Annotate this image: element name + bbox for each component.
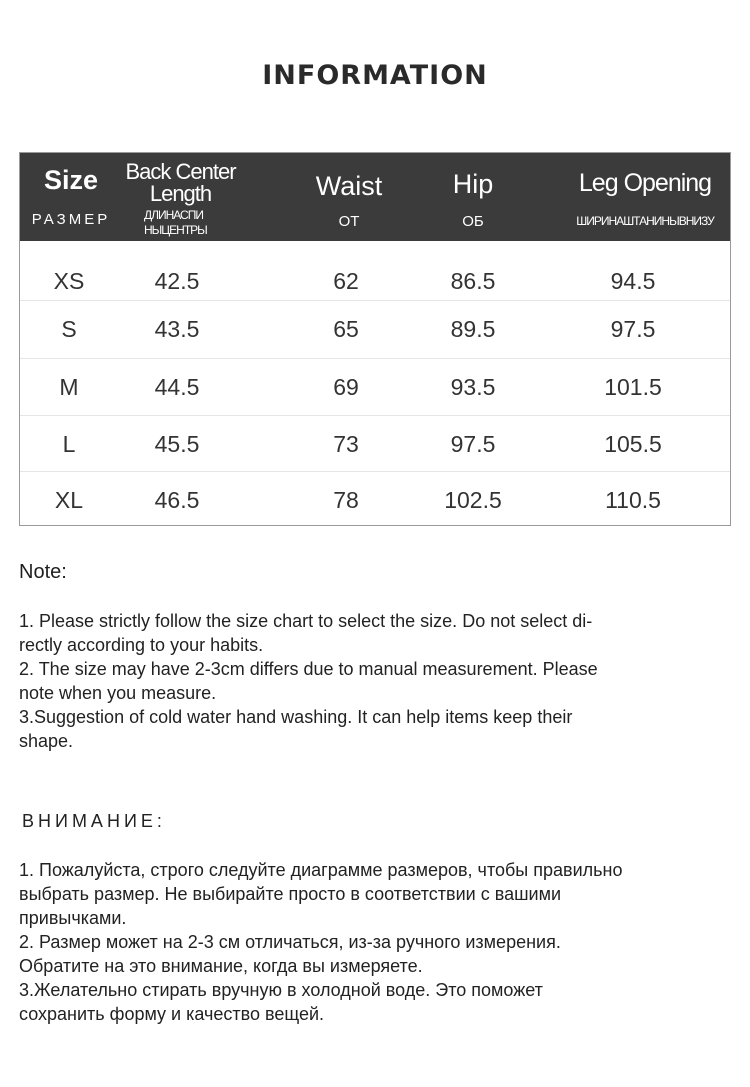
note-line: shape. (19, 731, 74, 751)
header-size-ru: РАЗМЕР (31, 211, 111, 228)
table-row (20, 415, 730, 472)
cell-hip: 97.5 (450, 431, 496, 457)
note-item-3 (19, 705, 731, 753)
note-line: note when you measure. (19, 683, 217, 703)
cell-leg-opening: 105.5 (604, 431, 662, 457)
cell-waist: 73 (333, 431, 359, 457)
cell-size: S (61, 316, 77, 342)
cell-length: 43.5 (154, 316, 200, 342)
cell-waist: 65 (333, 316, 359, 342)
note-ru-line: привычками. (19, 908, 127, 928)
note-item-2 (19, 657, 731, 705)
header-waist (291, 153, 407, 241)
note-line: 3.Suggestion of cold water hand washing. It can help items keep their (19, 707, 573, 727)
note-ru-line: Обратите на это внимание, когда вы измеряете. (19, 956, 423, 976)
note-ru-item-2 (19, 930, 731, 978)
cell-leg-opening: 94.5 (610, 268, 656, 294)
cell-waist: 62 (333, 268, 359, 294)
cell-length: 46.5 (154, 487, 200, 513)
header-hip (417, 153, 529, 241)
cell-size: L (62, 431, 76, 457)
note-ru-line: 3.Желательно стирать вручную в холодной воде. Это поможет (19, 980, 543, 1000)
header-size-en: Size (43, 165, 99, 195)
note-ru-item-3 (19, 978, 731, 1026)
table-row (20, 358, 730, 415)
header-leg-opening (560, 153, 730, 241)
cell-hip: 86.5 (450, 268, 496, 294)
cell-length: 42.5 (154, 268, 200, 294)
note-ru-heading: ВНИМАНИЕ: (22, 811, 166, 831)
header-length-en-2: Length (149, 181, 212, 206)
cell-hip: 89.5 (450, 316, 496, 342)
note-ru-item-1 (19, 858, 731, 930)
header-waist-en: Waist (315, 171, 383, 201)
cell-waist: 69 (333, 374, 359, 400)
cell-leg-opening: 110.5 (605, 487, 661, 513)
header-size (20, 153, 122, 241)
note-line: rectly according to your habits. (19, 635, 264, 655)
note-ru-line: выбрать размер. Не выбирайте просто в соответствии с вашими (19, 884, 562, 904)
header-hip-ru: ОБ (462, 213, 484, 230)
note-ru-line: сохранить форму и качество вещей. (19, 1004, 325, 1024)
cell-size: XL (54, 487, 84, 513)
table-header (20, 153, 730, 241)
note-item-1 (19, 609, 731, 657)
cell-length: 45.5 (154, 431, 200, 457)
header-leg-opening-ru: ШИРИНАШТАНИНЫВНИЗУ (576, 214, 714, 228)
cell-waist: 78 (333, 487, 359, 513)
cell-length: 44.5 (154, 374, 200, 400)
size-chart-table (19, 152, 731, 526)
cell-size: XS (53, 268, 85, 294)
note-heading: Note: (19, 561, 67, 583)
cell-size: M (59, 374, 79, 400)
table-row (20, 471, 730, 528)
table-row (20, 300, 730, 357)
header-leg-opening-en: Leg Opening (578, 169, 712, 197)
note-ru-line: 2. Размер может на 2-3 см отличаться, из-за ручного измерения. (19, 932, 561, 952)
note-ru-line: 1. Пожалуйста, строго следуйте диаграмме размеров, чтобы правильно (19, 860, 623, 880)
note-line: 2. The size may have 2-3cm differs due to manual measurement. Please (19, 659, 598, 679)
cell-hip: 93.5 (450, 374, 496, 400)
cell-leg-opening: 97.5 (610, 316, 656, 342)
cell-leg-opening: 101.5 (604, 374, 662, 400)
cell-hip: 102.5 (444, 487, 502, 513)
header-length-en-1: Back Center (125, 159, 236, 184)
header-waist-ru: ОТ (338, 213, 360, 230)
header-hip-en: Hip (452, 169, 494, 199)
note-line: 1. Please strictly follow the size chart to select the size. Do not select di- (19, 611, 593, 631)
header-length-ru-1: ДЛИНАСПИ (144, 208, 203, 222)
page-title: INFORMATION (262, 60, 488, 91)
header-back-center-length (118, 153, 243, 241)
header-length-ru-2: НЫЦЕНТРЫ (144, 223, 207, 237)
